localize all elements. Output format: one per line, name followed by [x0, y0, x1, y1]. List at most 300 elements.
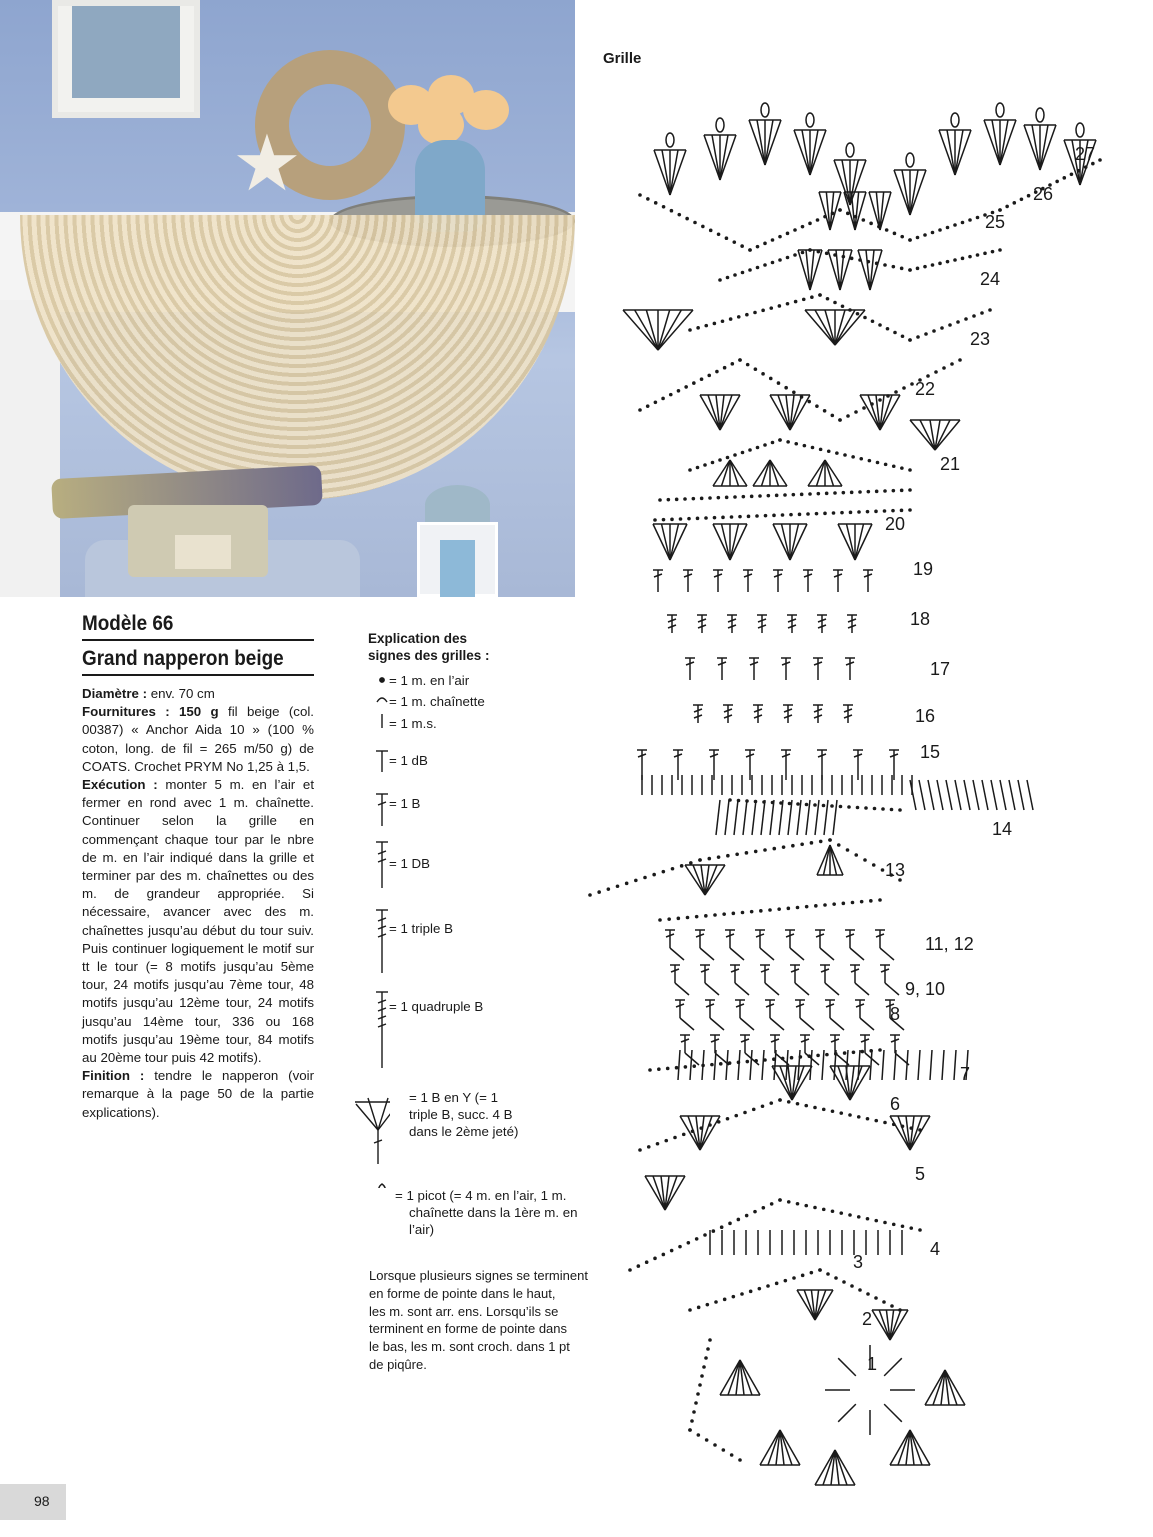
- air-stitch: [786, 256, 790, 260]
- air-stitch: [717, 232, 721, 236]
- air-stitch: [701, 225, 705, 229]
- fan-stitch: [712, 135, 720, 180]
- stitch: [955, 780, 961, 810]
- fan-stitch: [1040, 125, 1056, 170]
- line: chaînette dans la 1ère m. en: [409, 1205, 578, 1220]
- air-stitch: [721, 319, 725, 323]
- fan-stitch: [790, 524, 799, 560]
- air-stitch: [787, 1100, 791, 1104]
- fan-stitch: [720, 135, 728, 180]
- air-stitch: [940, 326, 944, 330]
- air-stitch: [670, 1249, 674, 1253]
- air-stitch: [677, 917, 681, 921]
- air-stitch: [750, 495, 754, 499]
- air-stitch: [800, 493, 804, 497]
- row-number: 25: [985, 212, 1006, 232]
- air-stitch: [686, 916, 690, 920]
- air-stitch: [695, 915, 699, 919]
- air-stitch: [910, 382, 914, 386]
- air-stitch: [816, 1054, 820, 1058]
- air-stitch: [768, 908, 772, 912]
- air-stitch: [1020, 197, 1024, 201]
- air-stitch: [813, 1106, 817, 1110]
- air-stitch: [753, 311, 757, 315]
- air-stitch: [822, 1108, 826, 1112]
- stitch: [825, 983, 839, 995]
- air-stitch: [616, 884, 620, 888]
- air-stitch: [654, 401, 658, 405]
- legend-symbols: [350, 668, 390, 1188]
- air-stitch: [869, 222, 873, 226]
- air-stitch: [723, 1298, 727, 1302]
- air-stitch: [763, 263, 767, 267]
- stitch: [885, 983, 899, 995]
- row-number: 5: [915, 1164, 926, 1184]
- fan-stitch: [802, 130, 810, 175]
- air-stitch: [719, 1062, 723, 1066]
- stitch: [702, 1050, 704, 1080]
- stitch: [770, 800, 774, 835]
- air-stitch: [890, 1304, 894, 1308]
- air-stitch: [722, 912, 726, 916]
- row-number: 19: [913, 559, 934, 579]
- air-stitch: [786, 440, 790, 444]
- air-stitch: [693, 221, 697, 225]
- picot: [996, 103, 1004, 117]
- fan-stitch: [894, 170, 910, 215]
- air-stitch: [685, 217, 689, 221]
- air-stitch: [746, 1060, 750, 1064]
- row-number: 3: [853, 1252, 864, 1272]
- picture-frame: [52, 0, 200, 118]
- air-stitch: [713, 913, 717, 917]
- stitch: [954, 1050, 956, 1080]
- air-stitch: [761, 309, 765, 313]
- air-stitch: [698, 858, 702, 862]
- air-stitch: [883, 1221, 887, 1225]
- air-stitch: [692, 497, 696, 501]
- air-stitch: [832, 902, 836, 906]
- stitch: [822, 1050, 824, 1080]
- stitch: [743, 800, 747, 835]
- air-stitch: [901, 1224, 905, 1228]
- fan-stitch: [992, 120, 1000, 165]
- air-stitch: [725, 236, 729, 240]
- air-stitch: [695, 1237, 699, 1241]
- instructions: [82, 685, 314, 1122]
- air-stitch: [805, 905, 809, 909]
- air-stitch: [931, 263, 935, 267]
- fan-stitch: [808, 460, 825, 486]
- stitch: [882, 1050, 884, 1080]
- legend-b: = 1 B: [389, 796, 421, 811]
- picot-icon: [378, 1184, 385, 1188]
- stitch: [906, 1050, 908, 1080]
- air-stitch: [713, 1443, 717, 1447]
- air-stitch: [893, 331, 897, 335]
- stitch: [714, 1050, 716, 1080]
- fan-stitch: [662, 150, 670, 195]
- legend-title-line: signes des grilles :: [368, 648, 490, 663]
- air-stitch: [801, 1274, 805, 1278]
- air-stitch: [908, 468, 912, 472]
- air-stitch: [991, 250, 995, 254]
- air-stitch: [732, 240, 736, 244]
- stitch: [991, 780, 997, 810]
- air-stitch: [931, 231, 935, 235]
- air-stitch: [859, 457, 863, 461]
- air-stitch: [796, 906, 800, 910]
- fan-stitch: [770, 460, 787, 486]
- air-stitch: [740, 244, 744, 248]
- stitch: [973, 780, 979, 810]
- air-stitch: [918, 1228, 922, 1232]
- air-stitch: [732, 912, 736, 916]
- row-number: 27: [1075, 144, 1096, 164]
- air-stitch: [748, 248, 752, 252]
- air-stitch: [825, 1053, 829, 1057]
- air-stitch: [662, 870, 666, 874]
- fan-stitch: [815, 310, 835, 345]
- air-stitch: [761, 372, 765, 376]
- air-stitch: [769, 377, 773, 381]
- air-stitch: [597, 890, 601, 894]
- air-stitch: [826, 1272, 830, 1276]
- stitch: [716, 800, 720, 835]
- fan-stitch: [658, 310, 681, 350]
- air-stitch: [832, 511, 836, 515]
- fan-stitch: [794, 130, 810, 175]
- air-stitch: [750, 910, 754, 914]
- stitch: [726, 1050, 728, 1080]
- air-stitch: [704, 914, 708, 918]
- air-stitch: [793, 228, 797, 232]
- stitch: [690, 1050, 692, 1080]
- air-stitch: [682, 1133, 686, 1137]
- line: = 1 B en Y (= 1: [409, 1090, 498, 1105]
- fan-stitch: [955, 130, 963, 175]
- note: [369, 1267, 594, 1374]
- air-stitch: [800, 842, 804, 846]
- fan-stitch: [765, 120, 773, 165]
- air-stitch: [881, 868, 885, 872]
- air-stitch: [707, 374, 711, 378]
- air-stitch: [901, 334, 905, 338]
- air-stitch: [734, 1114, 738, 1118]
- air-stitch: [876, 461, 880, 465]
- lantern: [415, 460, 500, 597]
- air-stitch: [848, 1113, 852, 1117]
- line: dans le 2ème jeté): [409, 1124, 519, 1139]
- stitch: [1009, 780, 1015, 810]
- air-stitch: [654, 201, 658, 205]
- air-stitch: [850, 491, 854, 495]
- air-stitch: [803, 444, 807, 448]
- air-stitch: [637, 1264, 641, 1268]
- air-stitch: [972, 314, 976, 318]
- air-stitch: [702, 1365, 706, 1369]
- air-stitch: [942, 366, 946, 370]
- air-stitch: [878, 898, 882, 902]
- air-stitch: [902, 386, 906, 390]
- air-stitch: [689, 861, 693, 865]
- air-stitch: [891, 509, 895, 513]
- row-number: 26: [1033, 184, 1054, 204]
- air-stitch: [804, 1104, 808, 1108]
- air-icon: [380, 678, 384, 682]
- air-stitch: [738, 1458, 742, 1462]
- air-stitch: [862, 218, 866, 222]
- fan-stitch: [902, 170, 910, 215]
- air-stitch: [745, 1214, 749, 1218]
- air-stitch: [839, 1211, 843, 1215]
- air-stitch: [838, 418, 842, 422]
- air-stitch: [710, 1063, 714, 1067]
- row-number: 8: [890, 1004, 901, 1024]
- air-stitch: [792, 1276, 796, 1280]
- fan-stitch: [910, 170, 918, 215]
- air-stitch: [771, 261, 775, 265]
- air-stitch: [1027, 194, 1031, 198]
- air-stitch: [658, 918, 662, 922]
- air-stitch: [805, 803, 809, 807]
- stitch: [678, 1050, 680, 1080]
- air-stitch: [866, 1117, 870, 1121]
- air-stitch: [900, 509, 904, 513]
- air-stitch: [762, 1206, 766, 1210]
- air-stitch: [677, 213, 681, 217]
- air-stitch: [892, 265, 896, 269]
- text: tendre le napperon (voir remarque à la page 50 de la partie explications).: [82, 1068, 314, 1120]
- fan-stitch: [662, 524, 671, 560]
- air-stitch: [711, 461, 715, 465]
- air-stitch: [856, 312, 860, 316]
- air-stitch: [843, 453, 847, 457]
- air-stitch: [771, 441, 775, 445]
- grille-label: Grille: [603, 50, 642, 67]
- air-stitch: [708, 1338, 712, 1342]
- air-stitch: [958, 358, 962, 362]
- air-stitch: [822, 804, 826, 808]
- air-stitch: [818, 1268, 822, 1272]
- air-stitch: [871, 319, 875, 323]
- air-stitch: [863, 858, 867, 862]
- air-stitch: [924, 332, 928, 336]
- air-stitch: [1005, 205, 1009, 209]
- air-stitch: [678, 1245, 682, 1249]
- air-stitch: [737, 315, 741, 319]
- air-stitch: [754, 850, 758, 854]
- air-stitch: [717, 496, 721, 500]
- fan-stitch: [635, 310, 658, 350]
- stitch: [884, 1404, 902, 1422]
- air-stitch: [723, 366, 727, 370]
- air-stitch: [728, 1061, 732, 1065]
- air-stitch: [827, 449, 831, 453]
- stitch: [838, 1358, 856, 1376]
- air-stitch: [656, 1142, 660, 1146]
- chainette-icon: [377, 698, 387, 702]
- air-stitch: [916, 335, 920, 339]
- fan-stitch: [730, 460, 747, 486]
- stitch: [880, 948, 894, 960]
- air-stitch: [680, 864, 684, 868]
- air-stitch: [810, 1271, 814, 1275]
- fan-stitch: [653, 524, 670, 560]
- air-stitch: [670, 518, 674, 522]
- row-number: 2: [862, 1309, 873, 1329]
- air-stitch: [798, 513, 802, 517]
- label: Fournitures : 150 g: [82, 704, 219, 720]
- fan-stitch: [955, 130, 971, 175]
- air-stitch: [692, 1064, 696, 1068]
- air-stitch: [726, 276, 730, 280]
- fan-stitch: [838, 524, 855, 560]
- air-stitch: [851, 455, 855, 459]
- ddb-icon: [376, 842, 388, 888]
- fan-stitch: [834, 160, 850, 205]
- air-stitch: [863, 316, 867, 320]
- air-stitch: [778, 1098, 782, 1102]
- picot: [951, 113, 959, 127]
- air-stitch: [923, 265, 927, 269]
- air-stitch: [834, 1276, 838, 1280]
- air-stitch: [783, 493, 787, 497]
- air-stitch: [756, 446, 760, 450]
- air-stitch: [934, 370, 938, 374]
- air-stitch: [738, 515, 742, 519]
- fan-stitch: [670, 524, 679, 560]
- model-label: Modèle 66: [82, 612, 174, 635]
- air-stitch: [759, 909, 763, 913]
- air-stitch: [823, 409, 827, 413]
- air-stitch: [796, 1102, 800, 1106]
- air-stitch: [830, 804, 834, 808]
- air-stitch: [706, 1303, 710, 1307]
- air-stitch: [692, 1410, 696, 1414]
- air-stitch: [869, 899, 873, 903]
- air-stitch: [717, 855, 721, 859]
- db-icon: [376, 751, 388, 772]
- air-stitch: [730, 1453, 734, 1457]
- air-stitch: [742, 495, 746, 499]
- air-stitch: [882, 1300, 886, 1304]
- line: triple B, succ. 4 B: [409, 1107, 513, 1122]
- stitch: [730, 948, 744, 960]
- air-stitch: [752, 1108, 756, 1112]
- air-stitch: [787, 1200, 791, 1204]
- air-stitch: [792, 493, 796, 497]
- row-number: 11, 12: [925, 934, 974, 954]
- air-stitch: [688, 328, 692, 332]
- air-stitch: [858, 1288, 862, 1292]
- b-en-y-icon: [355, 1098, 390, 1164]
- stitch: [850, 948, 864, 960]
- air-stitch: [873, 807, 877, 811]
- air-stitch: [801, 251, 805, 255]
- air-stitch: [709, 229, 713, 233]
- fan-stitch: [910, 170, 926, 215]
- air-stitch: [892, 1223, 896, 1227]
- fan-stitch: [713, 460, 730, 486]
- fan-stitch: [720, 135, 736, 180]
- air-stitch: [786, 232, 790, 236]
- air-stitch: [778, 258, 782, 262]
- air-stitch: [684, 385, 688, 389]
- fan-stitch: [817, 460, 826, 486]
- air-stitch: [669, 393, 673, 397]
- fan-stitch: [749, 120, 765, 165]
- row-number: 16: [915, 706, 936, 726]
- air-stitch: [874, 1296, 878, 1300]
- air-stitch: [831, 414, 835, 418]
- legend-b-en-y: [409, 1089, 518, 1140]
- fan-stitch: [824, 845, 831, 875]
- fan-stitch: [722, 460, 731, 486]
- air-stitch: [704, 1356, 708, 1360]
- air-stitch: [745, 851, 749, 855]
- row-number: 9, 10: [905, 979, 946, 999]
- row-number: 6: [890, 1094, 901, 1114]
- row-number: 23: [970, 329, 991, 349]
- air-stitch: [890, 808, 894, 812]
- air-stitch: [634, 879, 638, 883]
- air-stitch: [728, 1222, 732, 1226]
- stitch: [918, 1050, 920, 1080]
- fan-stitch: [947, 130, 955, 175]
- air-stitch: [875, 490, 879, 494]
- stitch: [800, 1018, 814, 1030]
- fan-stitch: [730, 460, 739, 486]
- air-stitch: [697, 1433, 701, 1437]
- air-stitch: [763, 443, 767, 447]
- air-stitch: [628, 1268, 632, 1272]
- air-stitch: [868, 459, 872, 463]
- air-stitch: [746, 363, 750, 367]
- air-stitch: [822, 1208, 826, 1212]
- note-line: les m. sont arr. ens. Lorsqu’ils se: [369, 1303, 559, 1319]
- air-stitch: [741, 271, 745, 275]
- stitch: [734, 800, 738, 835]
- air-stitch: [753, 1210, 757, 1214]
- air-stitch: [854, 853, 858, 857]
- air-stitch: [948, 323, 952, 327]
- air-stitch: [754, 1059, 758, 1063]
- text: fil beige (col. 00387) « Anchor Aida 10 » (100 % coton, long. de fil = 265 m/50 g) de COATS. Crochet PRYM No 1,25 à 1,5.: [82, 704, 314, 774]
- title-rule: [82, 639, 314, 641]
- stitch: [795, 983, 809, 995]
- air-stitch: [766, 1284, 770, 1288]
- air-stitch: [741, 451, 745, 455]
- air-stitch: [725, 496, 729, 500]
- air-stitch: [704, 516, 708, 520]
- air-stitch: [807, 400, 811, 404]
- air-stitch: [842, 902, 846, 906]
- air-stitch: [733, 495, 737, 499]
- air-stitch: [786, 302, 790, 306]
- stitch: [870, 1050, 872, 1080]
- air-stitch: [730, 515, 734, 519]
- fan-stitch: [1040, 125, 1048, 170]
- legend-chainette: = 1 m. chaînette: [389, 694, 485, 709]
- air-stitch: [802, 298, 806, 302]
- air-stitch: [732, 1295, 736, 1299]
- line: = 1 picot (= 4 m. en l’air, 1 m.: [395, 1188, 567, 1203]
- air-stitch: [908, 338, 912, 342]
- air-stitch: [769, 1101, 773, 1105]
- air-stitch: [638, 193, 642, 197]
- stitch: [860, 1018, 874, 1030]
